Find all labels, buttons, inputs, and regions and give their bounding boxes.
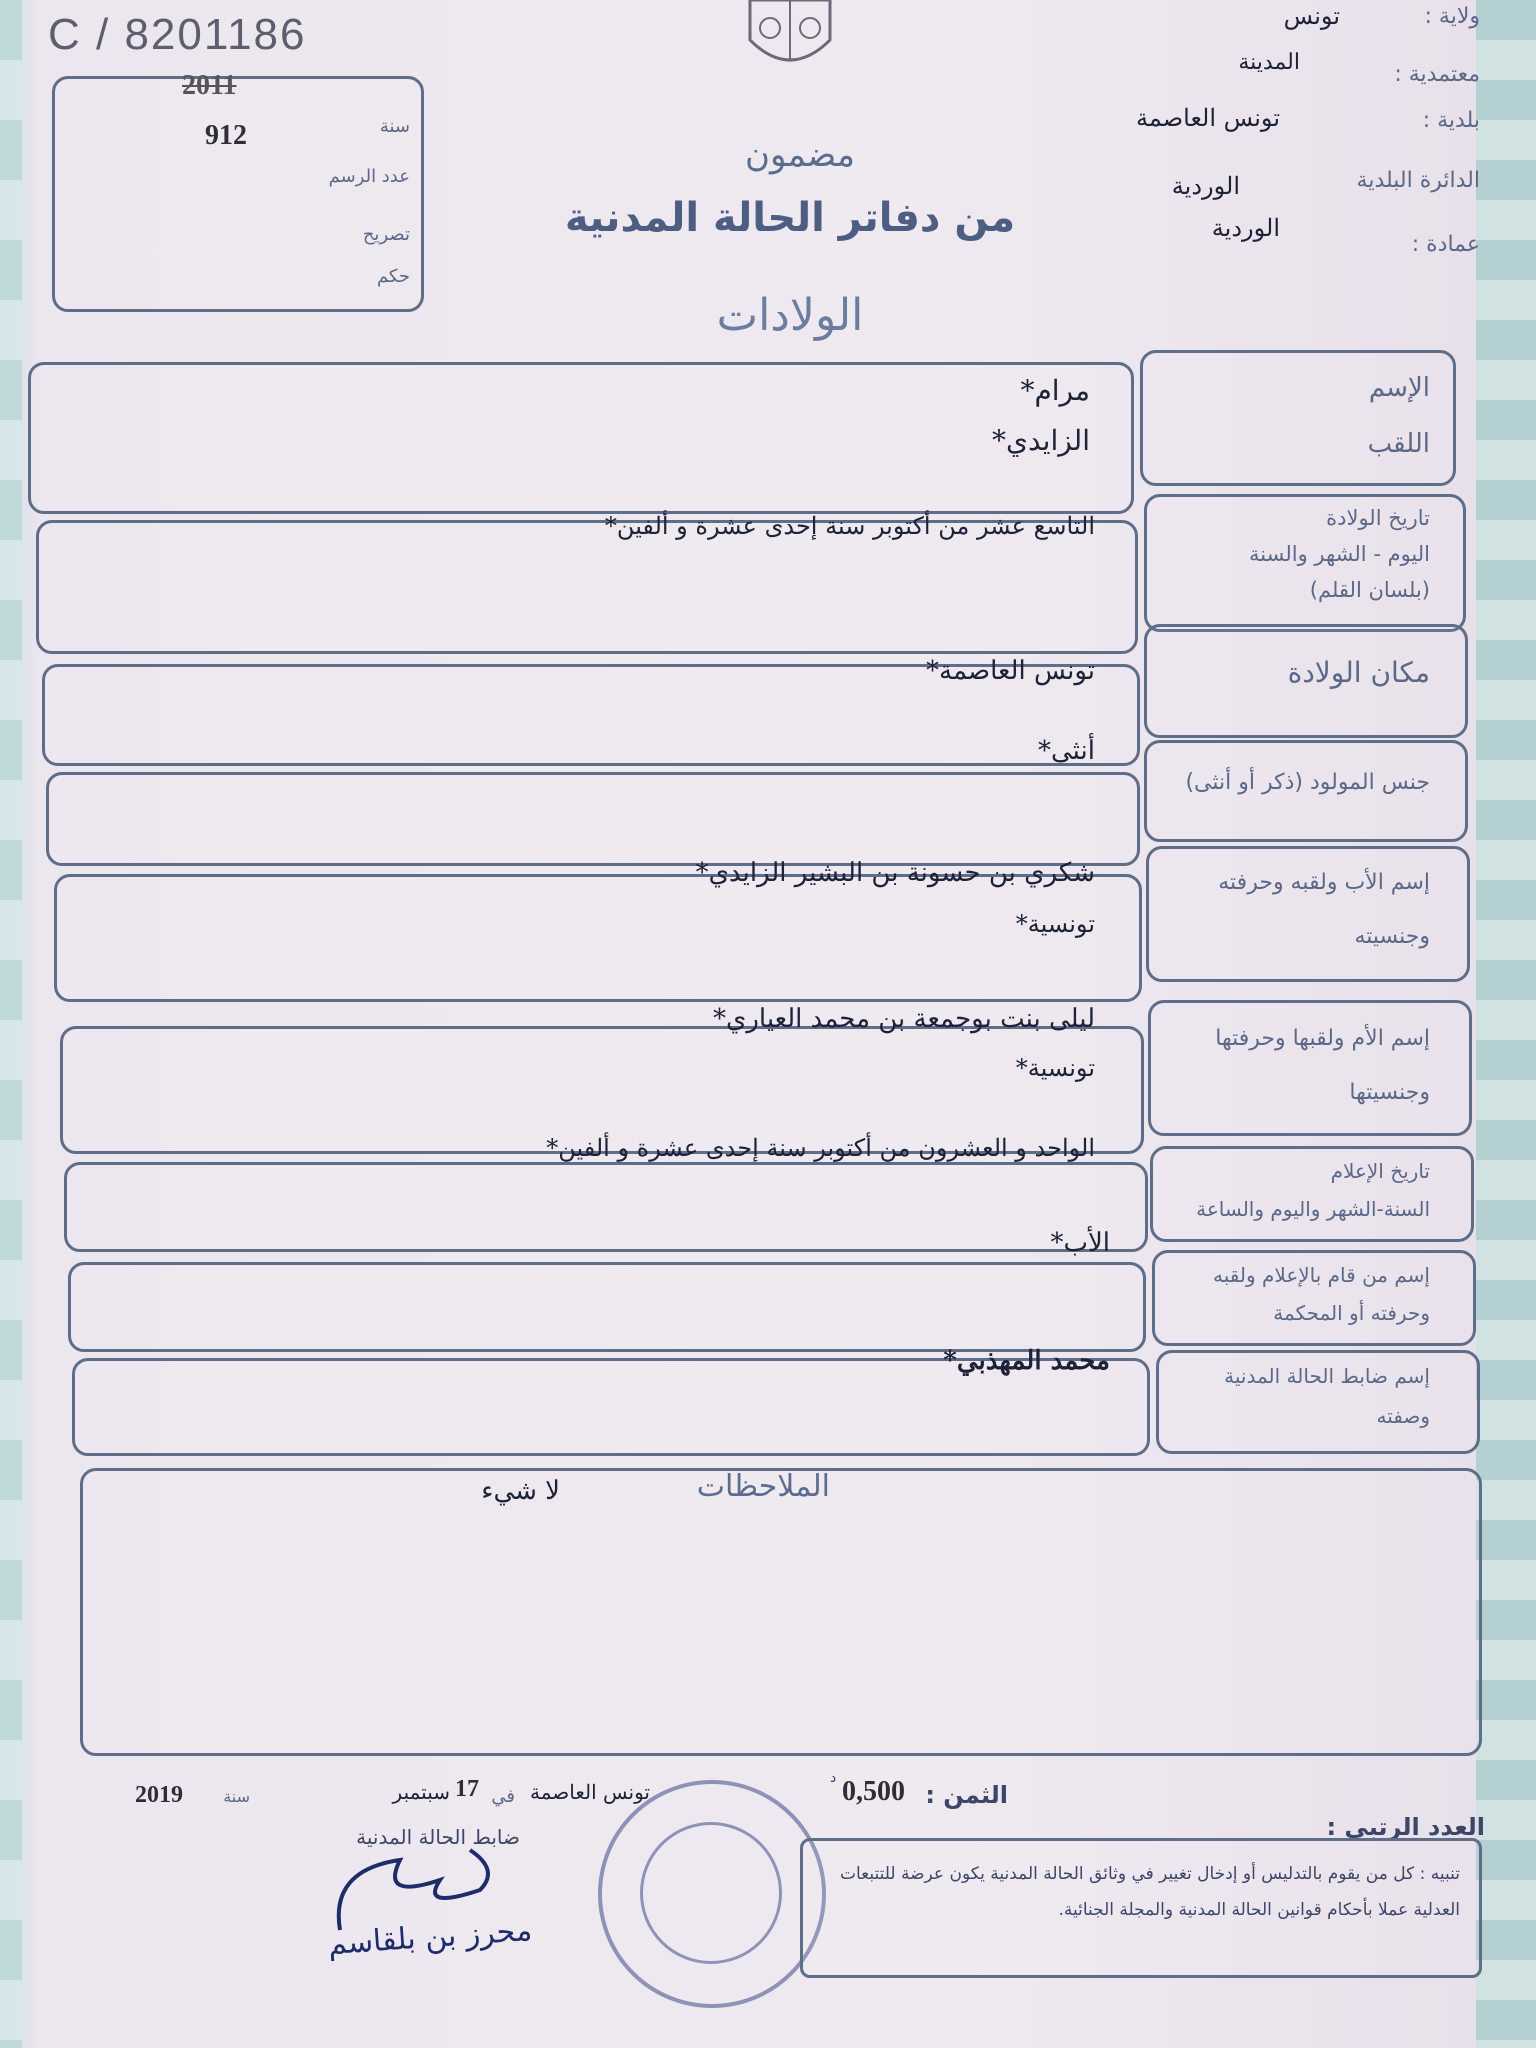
act-number: 912 (205, 120, 247, 151)
label-birthplace: مكان الولادة (1287, 656, 1430, 689)
value-declarant: الأب* (1050, 1228, 1110, 1258)
value-mother-nationality: تونسية* (1015, 1054, 1095, 1082)
row-declarant-value-box (68, 1262, 1146, 1352)
republic-emblem-icon (740, 0, 840, 80)
notes-label: الملاحظات (696, 1469, 830, 1504)
title-madmoun: مضمون (745, 135, 855, 175)
admin-value-governorate: تونس (1283, 2, 1340, 30)
record-year: 2011 (182, 70, 237, 101)
officer-name-stamp: محرز بن بلقاسم (326, 1912, 534, 1963)
price-unit: د (830, 1770, 837, 1786)
label-declaration: تصريح (362, 224, 410, 245)
footer-day: 17 (455, 1776, 479, 1802)
paper-edge-left (0, 0, 22, 2048)
footer-year-label: سنة (223, 1787, 250, 1806)
footer-place: تونس العاصمة (530, 1780, 650, 1804)
serial-number: C / 8201186 (48, 10, 307, 59)
notes-value: لا شيء (481, 1476, 560, 1506)
value-sex: أنثى* (1038, 736, 1095, 766)
label-name: الإسم اللقب (1367, 373, 1430, 459)
title-civil-registry: من دفاتر الحالة المدنية (564, 195, 1016, 241)
label-act-number: عدد الرسم (328, 166, 410, 187)
footer-month: سبتمبر (392, 1780, 450, 1804)
footer-year: 2019 (135, 1782, 183, 1808)
value-last-name: الزايدي* (992, 424, 1090, 457)
label-officer: إسم ضابط الحالة المدنية وصفته (1224, 1364, 1430, 1428)
admin-label-municipality: بلدية : (1422, 108, 1480, 133)
price-value: 0,500 (842, 1776, 905, 1807)
value-mother-name: ليلى بنت بوجمعة بن محمد العياري* (712, 1004, 1095, 1034)
value-father-name: شكري بن حسونة بن البشير الزايدي* (695, 858, 1095, 888)
warning-text: تنبيه : كل من يقوم بالتدليس أو إدخال تغيير في وثائق الحالة المدنية يكون عرضة للتتبعات العدلية عملا بأحكام قوانين الحالة المدنية والمجلة الجنائية. (840, 1864, 1460, 1920)
admin-label-delegation: معتمدية : (1394, 62, 1480, 87)
label-year: سنة (379, 116, 410, 137)
admin-value-municipality: تونس العاصمة (1136, 104, 1280, 132)
label-birthdate: تاريخ الولادة اليوم - الشهر والسنة (بلسان القلم) (1249, 506, 1430, 602)
label-declaration-date: تاريخ الإعلام السنة-الشهر واليوم والساعة (1196, 1159, 1430, 1221)
officer-title: ضابط الحالة المدنية (356, 1825, 520, 1849)
value-declaration-date: الواحد و العشرون من أكتوبر سنة إحدى عشرة و ألفين* (546, 1134, 1095, 1162)
row-sex-value-box (46, 772, 1140, 866)
value-father-nationality: تونسية* (1015, 910, 1095, 938)
label-father: إسم الأب ولقبه وحرفته وجنسيته (1218, 870, 1430, 949)
section-title-births: الولادات (716, 290, 864, 341)
label-judgment: حكم (376, 266, 410, 287)
admin-label-sector: عمادة : (1411, 232, 1480, 257)
price-label: الثمن : (925, 1781, 1008, 1809)
value-first-name: مرام* (1020, 374, 1090, 407)
admin-label-district: الدائرة البلدية (1356, 168, 1480, 193)
admin-value-district: الوردية (1171, 172, 1240, 200)
label-sex: جنس المولود (ذكر أو أنثى) (1185, 770, 1430, 795)
row-father-value-box (54, 874, 1142, 1002)
value-birthplace: تونس العاصمة* (926, 656, 1095, 686)
label-declarant: إسم من قام بالإعلام ولقبه وحرفته أو المحكمة (1213, 1263, 1430, 1325)
value-officer: محمد المهذبي* (943, 1346, 1110, 1376)
row-birthdate-value-box (36, 520, 1138, 654)
label-mother: إسم الأم ولقبها وحرفتها وجنسيتها (1215, 1026, 1430, 1105)
admin-label-governorate: ولاية : (1424, 4, 1480, 29)
admin-value-delegation: المدينة (1238, 50, 1300, 75)
admin-value-sector: الوردية (1211, 214, 1280, 242)
notes-box (80, 1468, 1482, 1756)
value-birthdate: التاسع عشر من أكتوبر سنة إحدى عشرة و ألفين* (604, 512, 1095, 540)
paper-edge-right (1476, 0, 1536, 2048)
order-number-label: العدد الرتبي : (1326, 1813, 1485, 1841)
official-seal-icon (598, 1780, 826, 2008)
footer-date-prefix: في (491, 1786, 515, 1807)
